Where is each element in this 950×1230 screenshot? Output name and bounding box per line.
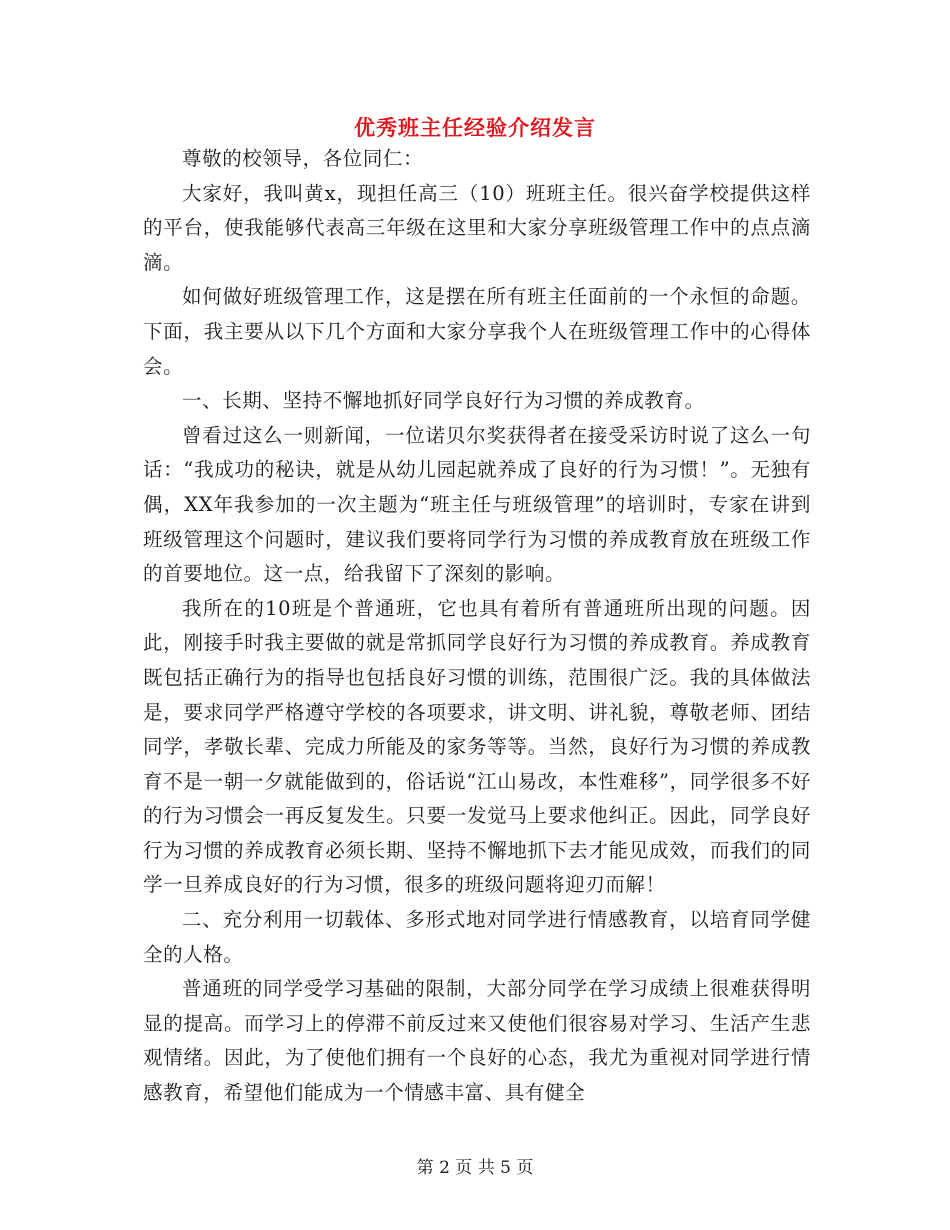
section-heading-2: 二、充分利用一切载体、多形式地对同学进行情感教育，以培育同学健全的人格。 bbox=[143, 908, 811, 966]
section-heading-1: 一、长期、坚持不懈地抓好同学良好行为习惯的养成教育。 bbox=[182, 389, 705, 413]
paragraph-emotion: 普通班的同学受学习基础的限制，大部分同学在学习成绩上很难获得明显的提高。而学习上的停滞不前反过来又使他们很容易对学习、生活产生悲观情绪。因此，为了使他们拥有一个良好的心态，我尤为重视对同学进行情感教育，希望他们能成为一个情感丰富、具有健全 bbox=[143, 977, 811, 1105]
document-body bbox=[143, 142, 811, 1111]
paragraph-news: 曾看过这么一则新闻，一位诺贝尔奖获得者在接受采访时说了这么一句话：“我成功的秘诀，就是从幼儿园起就养成了良好的行为习惯！”。无独有偶，XX年我参加的一次主题为“班主任与班级管理”的培训时，专家在讲到班级管理这个问题时，建议我们要将同学行为习惯的养成教育放在班级工作的首要地位。这一点，给我留下了深刻的影响。 bbox=[143, 423, 811, 586]
paragraph-topic: 如何做好班级管理工作，这是摆在所有班主任面前的一个永恒的命题。下面，我主要从以下几个方面和大家分享我个人在班级管理工作中的心得体会。 bbox=[143, 285, 811, 378]
page-number-footer: 第 2 页 共 5 页 bbox=[416, 1158, 534, 1178]
document-title: 优秀班主任经验介绍发言 bbox=[354, 115, 596, 140]
paragraph-intro: 大家好，我叫黄x，现担任高三（10）班班主任。很兴奋学校提供这样的平台，使我能够代表高三年级在这里和大家分享班级管理工作中的点点滴滴。 bbox=[143, 181, 811, 274]
paragraph-salutation: 尊敬的校领导，各位同仁： bbox=[182, 147, 424, 170]
paragraph-class10: 我所在的10班是个普通班，它也具有着所有普通班所出现的问题。因此，刚接手时我主要做的就是常抓同学良好行为习惯的养成教育。养成教育既包括正确行为的指导也包括良好习惯的训练，范围很广泛。我的具体做法是，要求同学严格遵守学校的各项要求，讲文明、讲礼貌，尊敬老师、团结同学，孝敬长辈、完成力所能及的家务等等。当然，良好行为习惯的养成教育不是一朝一夕就能做到的，俗话说“江山易改，本性难移”，同学很多不好的行为习惯会一再反复发生。只要一发觉马上要求他纠正。因此，同学良好行为习惯的养成教育必须长期、坚持不懈地抓下去才能见成效，而我们的同学一旦养成良好的行为习惯，很多的班级问题将迎刃而解！ bbox=[143, 596, 811, 897]
